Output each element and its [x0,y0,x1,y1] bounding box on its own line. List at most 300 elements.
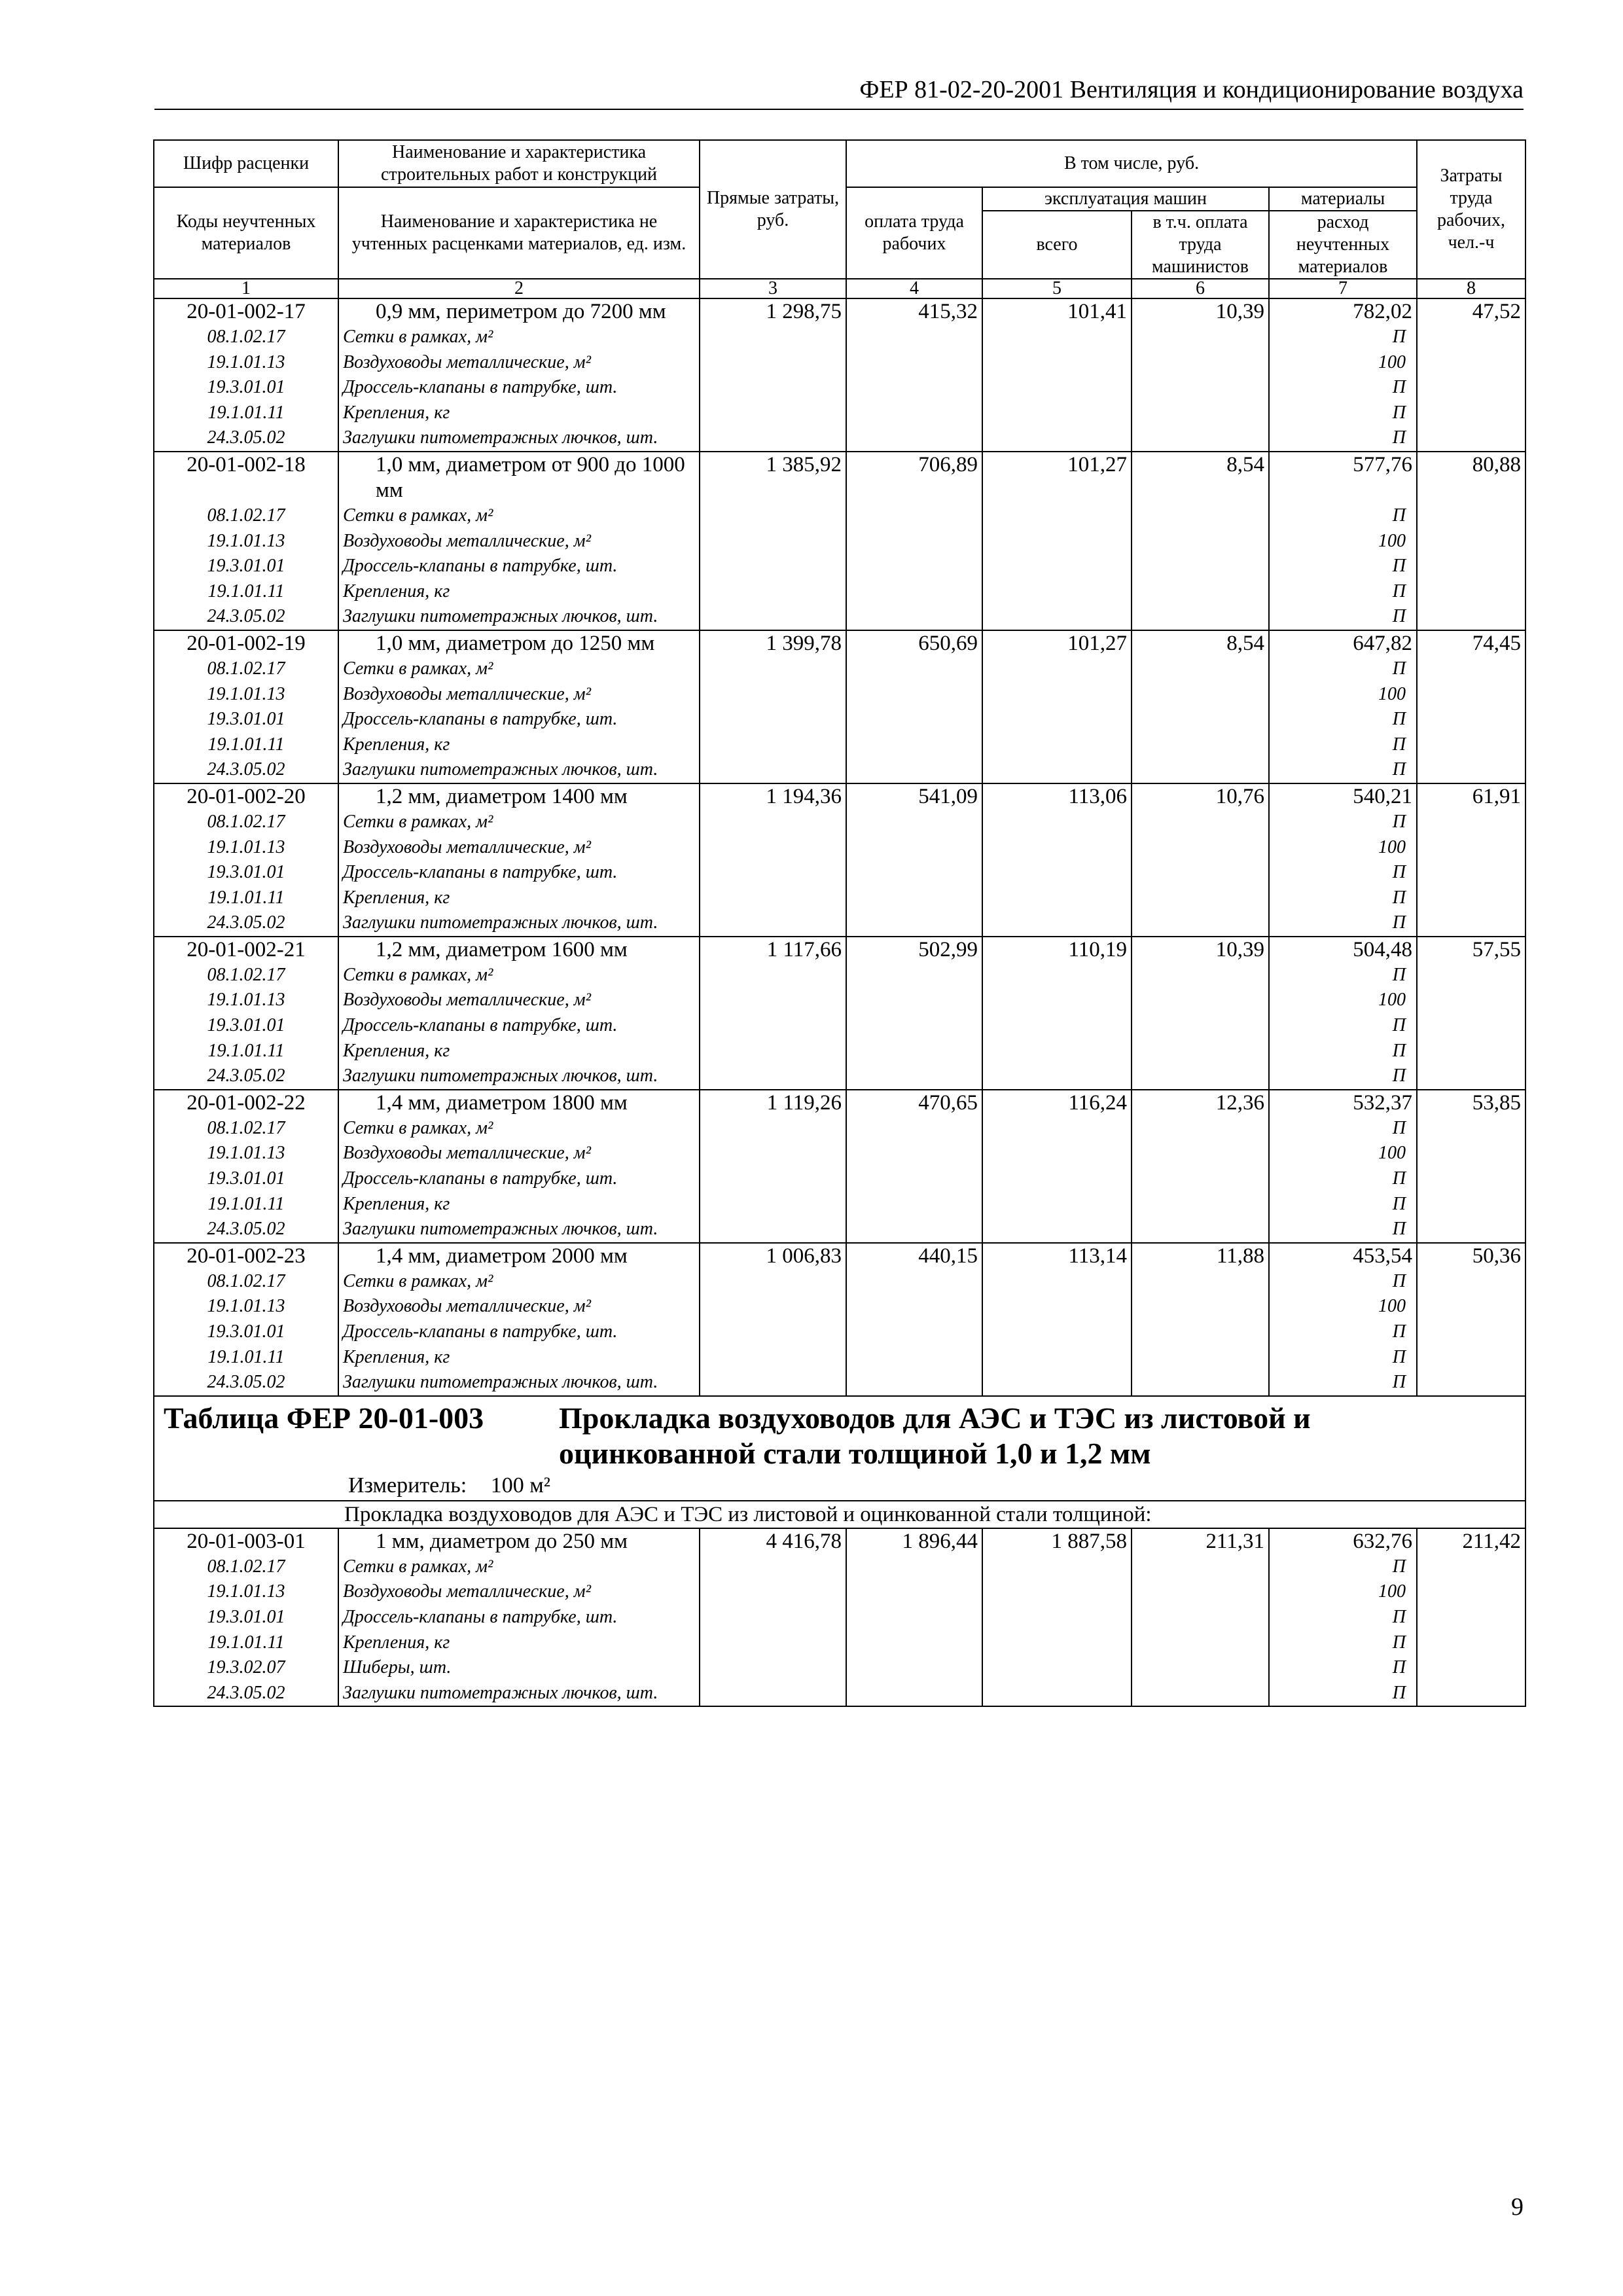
rate-row [154,630,1525,656]
empty-cell [1417,1269,1525,1396]
rate-row [154,1090,1525,1116]
material-code: 08.1.02.17 [207,1556,285,1577]
header-direct-costs: Прямые затраты, руб. [700,140,846,279]
material-name: Воздуховоды металлические, м² [343,836,591,857]
col-number: 1 [154,279,338,298]
rate-code: 20-01-002-21 [154,937,338,963]
empty-cell [1417,810,1525,937]
rate-direct: 1 006,83 [700,1243,846,1269]
rate-labor-hours: 53,85 [1417,1090,1525,1116]
material-code: 19.1.01.11 [207,887,285,908]
rate-code: 20-01-002-19 [154,630,338,656]
material-qty: П [1392,1606,1406,1627]
running-head: ФЕР 81-02-20-2001 Вентиляция и кондиционирование воздуха [154,73,1524,110]
rate-labor: 470,65 [846,1090,982,1116]
material-name: Заглушки питометражных лючков, шт. [343,1066,658,1086]
material-code: 19.1.01.11 [207,734,285,755]
material-code: 19.3.01.01 [207,1321,285,1342]
material-code: 19.3.01.01 [207,709,285,730]
material-qtys [1269,810,1417,937]
rate-row [154,1243,1525,1269]
rate-direct: 1 298,75 [700,298,846,325]
material-qty: П [1392,1193,1406,1214]
empty-cell [846,1116,982,1243]
header-machines-total: всего [982,211,1132,279]
rate-mach-labor: 11,88 [1132,1243,1269,1269]
material-codes [154,810,338,937]
col-number: 4 [846,279,982,298]
col-number: 2 [338,279,700,298]
material-qty: 100 [1378,1143,1406,1164]
material-name: Дроссель-клапаны в патрубке, шт. [343,862,618,883]
rate-mach-labor: 8,54 [1132,630,1269,656]
empty-cell [700,325,846,452]
material-codes [154,963,338,1090]
material-qty: 100 [1378,1581,1406,1602]
material-code: 19.3.01.01 [207,1606,285,1627]
material-qty: П [1392,1168,1406,1189]
empty-cell [1132,656,1269,783]
material-qty: 100 [1378,990,1406,1011]
header-code: Шифр расценки [154,140,338,187]
material-qty: П [1392,912,1406,933]
rate-mach-labor: 10,76 [1132,783,1269,810]
empty-cell [700,963,846,1090]
material-qty: П [1392,377,1406,398]
header-labor-costs: Затраты труда рабочих, чел.-ч [1417,140,1525,279]
material-code: 24.3.05.02 [207,759,285,780]
material-name: Воздуховоды металлические, м² [343,1143,591,1164]
rates-body-2 [154,1528,1525,1707]
rate-direct: 1 194,36 [700,783,846,810]
rate-name: 1,0 мм, диаметром от 900 до 1000 мм [338,452,700,503]
rate-mach-labor: 10,39 [1132,937,1269,963]
material-code: 19.3.01.01 [207,377,285,398]
empty-cell [846,503,982,630]
col-number: 5 [982,279,1132,298]
rate-mat: 782,02 [1269,298,1417,325]
header-name: Наименование и характеристика строительных работ и конструкций [338,140,700,187]
rates-table [153,139,1526,1707]
material-codes [154,1554,338,1707]
material-qtys [1269,656,1417,783]
rate-direct: 1 117,66 [700,937,846,963]
material-qty: П [1392,505,1406,526]
rate-row [154,298,1525,325]
material-name: Сетки в рамках, м² [343,811,493,832]
material-code: 24.3.05.02 [207,912,285,933]
rate-direct: 1 399,78 [700,630,846,656]
material-code: 24.3.05.02 [207,1219,285,1240]
material-name: Дроссель-клапаны в патрубке, шт. [343,556,618,577]
rate-labor: 541,09 [846,783,982,810]
material-name: Заглушки питометражных лючков, шт. [343,912,658,933]
rate-mach-labor: 8,54 [1132,452,1269,503]
rate-labor: 502,99 [846,937,982,963]
rate-labor-hours: 57,55 [1417,937,1525,963]
material-qty: П [1392,606,1406,627]
col-number: 3 [700,279,846,298]
material-qty: П [1392,734,1406,755]
material-qty: П [1392,862,1406,883]
rate-mach: 116,24 [982,1090,1132,1116]
rate-mat: 632,76 [1269,1528,1417,1554]
material-name: Сетки в рамках, м² [343,964,493,985]
material-name: Дроссель-клапаны в патрубке, шт. [343,377,618,398]
empty-cell [982,810,1132,937]
material-name: Крепления, кг [343,734,450,755]
rate-name: 1,2 мм, диаметром 1400 мм [338,783,700,810]
material-code: 08.1.02.17 [207,327,285,347]
empty-cell [1417,656,1525,783]
material-code: 19.1.01.13 [207,1296,285,1317]
material-code: 19.3.01.01 [207,862,285,883]
material-name: Крепления, кг [343,402,450,423]
material-codes [154,1116,338,1243]
material-name: Крепления, кг [343,887,450,908]
materials-row [154,1269,1525,1396]
material-qty: П [1392,1040,1406,1061]
materials-row [154,503,1525,630]
rate-mach: 113,14 [982,1243,1132,1269]
material-qty: П [1392,581,1406,601]
rate-row [154,452,1525,503]
material-codes [154,656,338,783]
material-qty: П [1392,1556,1406,1577]
material-qty: П [1392,811,1406,832]
header-machines: эксплуатация машин [982,187,1269,211]
rate-name: 1 мм, диаметром до 250 мм [338,1528,700,1554]
empty-cell [846,810,982,937]
material-codes [154,503,338,630]
rate-mach: 110,19 [982,937,1132,963]
material-name: Дроссель-клапаны в патрубке, шт. [343,1606,618,1627]
material-code: 19.1.01.11 [207,581,285,601]
material-code: 08.1.02.17 [207,1270,285,1291]
empty-cell [1132,963,1269,1090]
header-machinists-pay: в т.ч. оплата труда машинистов [1132,211,1269,279]
material-name: Крепления, кг [343,1040,450,1061]
material-qty: 100 [1378,351,1406,372]
empty-cell [982,1554,1132,1707]
materials-row [154,1554,1525,1707]
material-code: 19.3.01.01 [207,1015,285,1036]
rate-mat: 453,54 [1269,1243,1417,1269]
empty-cell [700,810,846,937]
section-measure [158,1471,1521,1500]
empty-cell [700,656,846,783]
materials-row [154,656,1525,783]
material-code: 19.1.01.13 [207,1581,285,1602]
material-name: Заглушки питометражных лючков, шт. [343,1219,658,1240]
rate-code: 20-01-002-22 [154,1090,338,1116]
rate-mach-labor: 211,31 [1132,1528,1269,1554]
empty-cell [1417,1116,1525,1243]
rate-mat: 504,48 [1269,937,1417,963]
empty-cell [1417,963,1525,1090]
rate-name: 1,4 мм, диаметром 1800 мм [338,1090,700,1116]
material-code: 24.3.05.02 [207,606,285,627]
material-name: Воздуховоды металлические, м² [343,351,591,372]
rate-direct: 4 416,78 [700,1528,846,1554]
rate-mach-labor: 10,39 [1132,298,1269,325]
col-number: 6 [1132,279,1269,298]
col-number: 8 [1417,279,1525,298]
material-name: Сетки в рамках, м² [343,327,493,347]
material-code: 19.1.01.13 [207,990,285,1011]
rate-labor: 415,32 [846,298,982,325]
empty-cell [846,656,982,783]
material-code: 19.1.01.11 [207,1632,285,1653]
material-name: Воздуховоды металлические, м² [343,1296,591,1317]
material-qty: П [1392,1066,1406,1086]
empty-cell [1417,1554,1525,1707]
material-codes [154,1269,338,1396]
material-name: Заглушки питометражных лючков, шт. [343,606,658,627]
material-qty: П [1392,427,1406,448]
empty-cell [846,963,982,1090]
material-qty: П [1392,1219,1406,1240]
material-name: Заглушки питометражных лючков, шт. [343,1372,658,1393]
material-code: 19.1.01.13 [207,836,285,857]
material-name: Крепления, кг [343,1346,450,1367]
rates-body [154,298,1525,1396]
empty-cell [982,1269,1132,1396]
section-header [154,1396,1525,1528]
material-names [338,325,700,452]
material-qty: П [1392,402,1406,423]
material-name: Дроссель-клапаны в патрубке, шт. [343,709,618,730]
material-qty: 100 [1378,683,1406,704]
material-code: 08.1.02.17 [207,658,285,679]
material-qty: П [1392,1015,1406,1036]
rate-row [154,783,1525,810]
material-name: Воздуховоды металлические, м² [343,530,591,551]
material-qty: П [1392,1657,1406,1678]
material-code: 19.1.01.11 [207,402,285,423]
materials-row [154,963,1525,1090]
material-name: Сетки в рамках, м² [343,1270,493,1291]
material-qty: П [1392,964,1406,985]
material-qty: П [1392,1372,1406,1393]
material-qty: 100 [1378,530,1406,551]
empty-cell [700,503,846,630]
material-qty: П [1392,556,1406,577]
materials-row [154,810,1525,937]
material-qty: П [1392,887,1406,908]
material-name: Заглушки питометражных лючков, шт. [343,759,658,780]
measure-value: 100 м² [490,1473,550,1498]
material-qty: П [1392,1682,1406,1703]
rate-name: 1,4 мм, диаметром 2000 мм [338,1243,700,1269]
rate-mat: 532,37 [1269,1090,1417,1116]
material-code: 24.3.05.02 [207,427,285,448]
material-qty: П [1392,709,1406,730]
section-table-label: Таблица ФЕР 20-01-003 [164,1401,484,1435]
material-name: Сетки в рамках, м² [343,1117,493,1138]
material-code: 19.1.01.13 [207,351,285,372]
material-name: Заглушки питометражных лючков, шт. [343,1682,658,1703]
empty-cell [1132,1116,1269,1243]
material-code: 24.3.05.02 [207,1682,285,1703]
empty-cell [982,325,1132,452]
material-name: Сетки в рамках, м² [343,1556,493,1577]
rate-row [154,937,1525,963]
rate-code: 20-01-002-17 [154,298,338,325]
column-numbers-row [154,279,1525,298]
rate-direct: 1 385,92 [700,452,846,503]
materials-row [154,1116,1525,1243]
material-name: Дроссель-клапаны в патрубке, шт. [343,1015,618,1036]
rate-labor-hours: 61,91 [1417,783,1525,810]
rate-labor: 650,69 [846,630,982,656]
material-qtys [1269,1269,1417,1396]
rate-mach: 101,41 [982,298,1132,325]
rate-direct: 1 119,26 [700,1090,846,1116]
empty-cell [1132,1554,1269,1707]
material-code: 19.3.02.07 [207,1657,285,1678]
material-name: Сетки в рамках, м² [343,505,493,526]
empty-cell [1132,810,1269,937]
material-names [338,503,700,630]
rate-code: 20-01-002-18 [154,452,338,503]
rate-mat: 540,21 [1269,783,1417,810]
empty-cell [982,656,1132,783]
material-qty: П [1392,327,1406,347]
material-qty: П [1392,1346,1406,1367]
material-names [338,810,700,937]
material-qtys [1269,1554,1417,1707]
material-codes [154,325,338,452]
rate-mat: 577,76 [1269,452,1417,503]
rate-mach: 1 887,58 [982,1528,1132,1554]
material-qtys [1269,1116,1417,1243]
material-names [338,963,700,1090]
material-code: 19.1.01.11 [207,1346,285,1367]
material-qty: 100 [1378,1296,1406,1317]
material-qty: П [1392,1632,1406,1653]
rate-name: 1,2 мм, диаметром 1600 мм [338,937,700,963]
material-qty: П [1392,1321,1406,1342]
material-code: 19.1.01.11 [207,1193,285,1214]
rate-mat: 647,82 [1269,630,1417,656]
header-labor-pay: оплата труда рабочих [846,187,982,279]
rate-mach: 101,27 [982,452,1132,503]
material-code: 24.3.05.02 [207,1066,285,1086]
rate-row [154,1528,1525,1554]
rate-code: 20-01-003-01 [154,1528,338,1554]
rate-labor: 706,89 [846,452,982,503]
material-name: Дроссель-клапаны в патрубке, шт. [343,1168,618,1189]
header-materials: материалы [1269,187,1417,211]
material-name: Воздуховоды металлические, м² [343,1581,591,1602]
material-name: Заглушки питометражных лючков, шт. [343,427,658,448]
empty-cell [700,1269,846,1396]
material-qty: П [1392,1117,1406,1138]
rate-labor: 440,15 [846,1243,982,1269]
material-code: 19.1.01.13 [207,1143,285,1164]
section-title: Прокладка воздуховодов для АЭС и ТЭС из листовой и оцинкованной стали толщиной 1,0 и 1,2 мм [559,1401,1311,1470]
empty-cell [1417,325,1525,452]
material-code: 08.1.02.17 [207,505,285,526]
section-title-cell [154,1396,1525,1501]
material-code: 19.3.01.01 [207,556,285,577]
col-number: 7 [1269,279,1417,298]
materials-row [154,325,1525,452]
empty-cell [846,1554,982,1707]
rate-mach-labor: 12,36 [1132,1090,1269,1116]
rate-name: 0,9 мм, периметром до 7200 мм [338,298,700,325]
rate-code: 20-01-002-20 [154,783,338,810]
header-codes-unaccounted: Коды неучтенных материалов [154,187,338,279]
rate-labor-hours: 211,42 [1417,1528,1525,1554]
section-intro: Прокладка воздуховодов для АЭС и ТЭС из листовой и оцинкованной стали толщиной: [154,1501,1525,1528]
material-qty: П [1392,759,1406,780]
empty-cell [1417,503,1525,630]
empty-cell [982,1116,1132,1243]
material-code: 08.1.02.17 [207,1117,285,1138]
rate-mach: 101,27 [982,630,1132,656]
rate-name: 1,0 мм, диаметром до 1250 мм [338,630,700,656]
empty-cell [1132,503,1269,630]
empty-cell [700,1116,846,1243]
material-qtys [1269,325,1417,452]
material-name: Воздуховоды металлические, м² [343,683,591,704]
material-qty: П [1392,1270,1406,1291]
material-qty: 100 [1378,836,1406,857]
material-qtys [1269,963,1417,1090]
empty-cell [846,1269,982,1396]
header-materials-consumption: расход неучтенных материалов [1269,211,1417,279]
rate-code: 20-01-002-23 [154,1243,338,1269]
empty-cell [1132,1269,1269,1396]
material-name: Шиберы, шт. [343,1657,452,1678]
material-name: Сетки в рамках, м² [343,658,493,679]
material-code: 24.3.05.02 [207,1372,285,1393]
material-code: 19.1.01.13 [207,530,285,551]
material-code: 08.1.02.17 [207,811,285,832]
rate-labor-hours: 80,88 [1417,452,1525,503]
table-header [154,140,1525,298]
material-code: 19.3.01.01 [207,1168,285,1189]
material-qtys [1269,503,1417,630]
header-name-unaccounted: Наименование и характеристика не учтенных расценками материалов, ед. изм. [338,187,700,279]
rate-labor: 1 896,44 [846,1528,982,1554]
material-code: 08.1.02.17 [207,964,285,985]
material-names [338,656,700,783]
material-code: 19.1.01.11 [207,1040,285,1061]
rate-labor-hours: 50,36 [1417,1243,1525,1269]
empty-cell [1132,325,1269,452]
rate-labor-hours: 74,45 [1417,630,1525,656]
empty-cell [982,503,1132,630]
header-including: В том числе, руб. [846,140,1417,187]
rate-mach: 113,06 [982,783,1132,810]
material-name: Дроссель-клапаны в патрубке, шт. [343,1321,618,1342]
material-name: Воздуховоды металлические, м² [343,990,591,1011]
material-name: Крепления, кг [343,1632,450,1653]
material-name: Крепления, кг [343,1193,450,1214]
page-number: 9 [1511,2193,1524,2221]
material-name: Крепления, кг [343,581,450,601]
empty-cell [700,1554,846,1707]
empty-cell [982,963,1132,1090]
empty-cell [846,325,982,452]
measure-label: Измеритель: [348,1473,467,1498]
material-names [338,1116,700,1243]
material-names [338,1269,700,1396]
rate-labor-hours: 47,52 [1417,298,1525,325]
